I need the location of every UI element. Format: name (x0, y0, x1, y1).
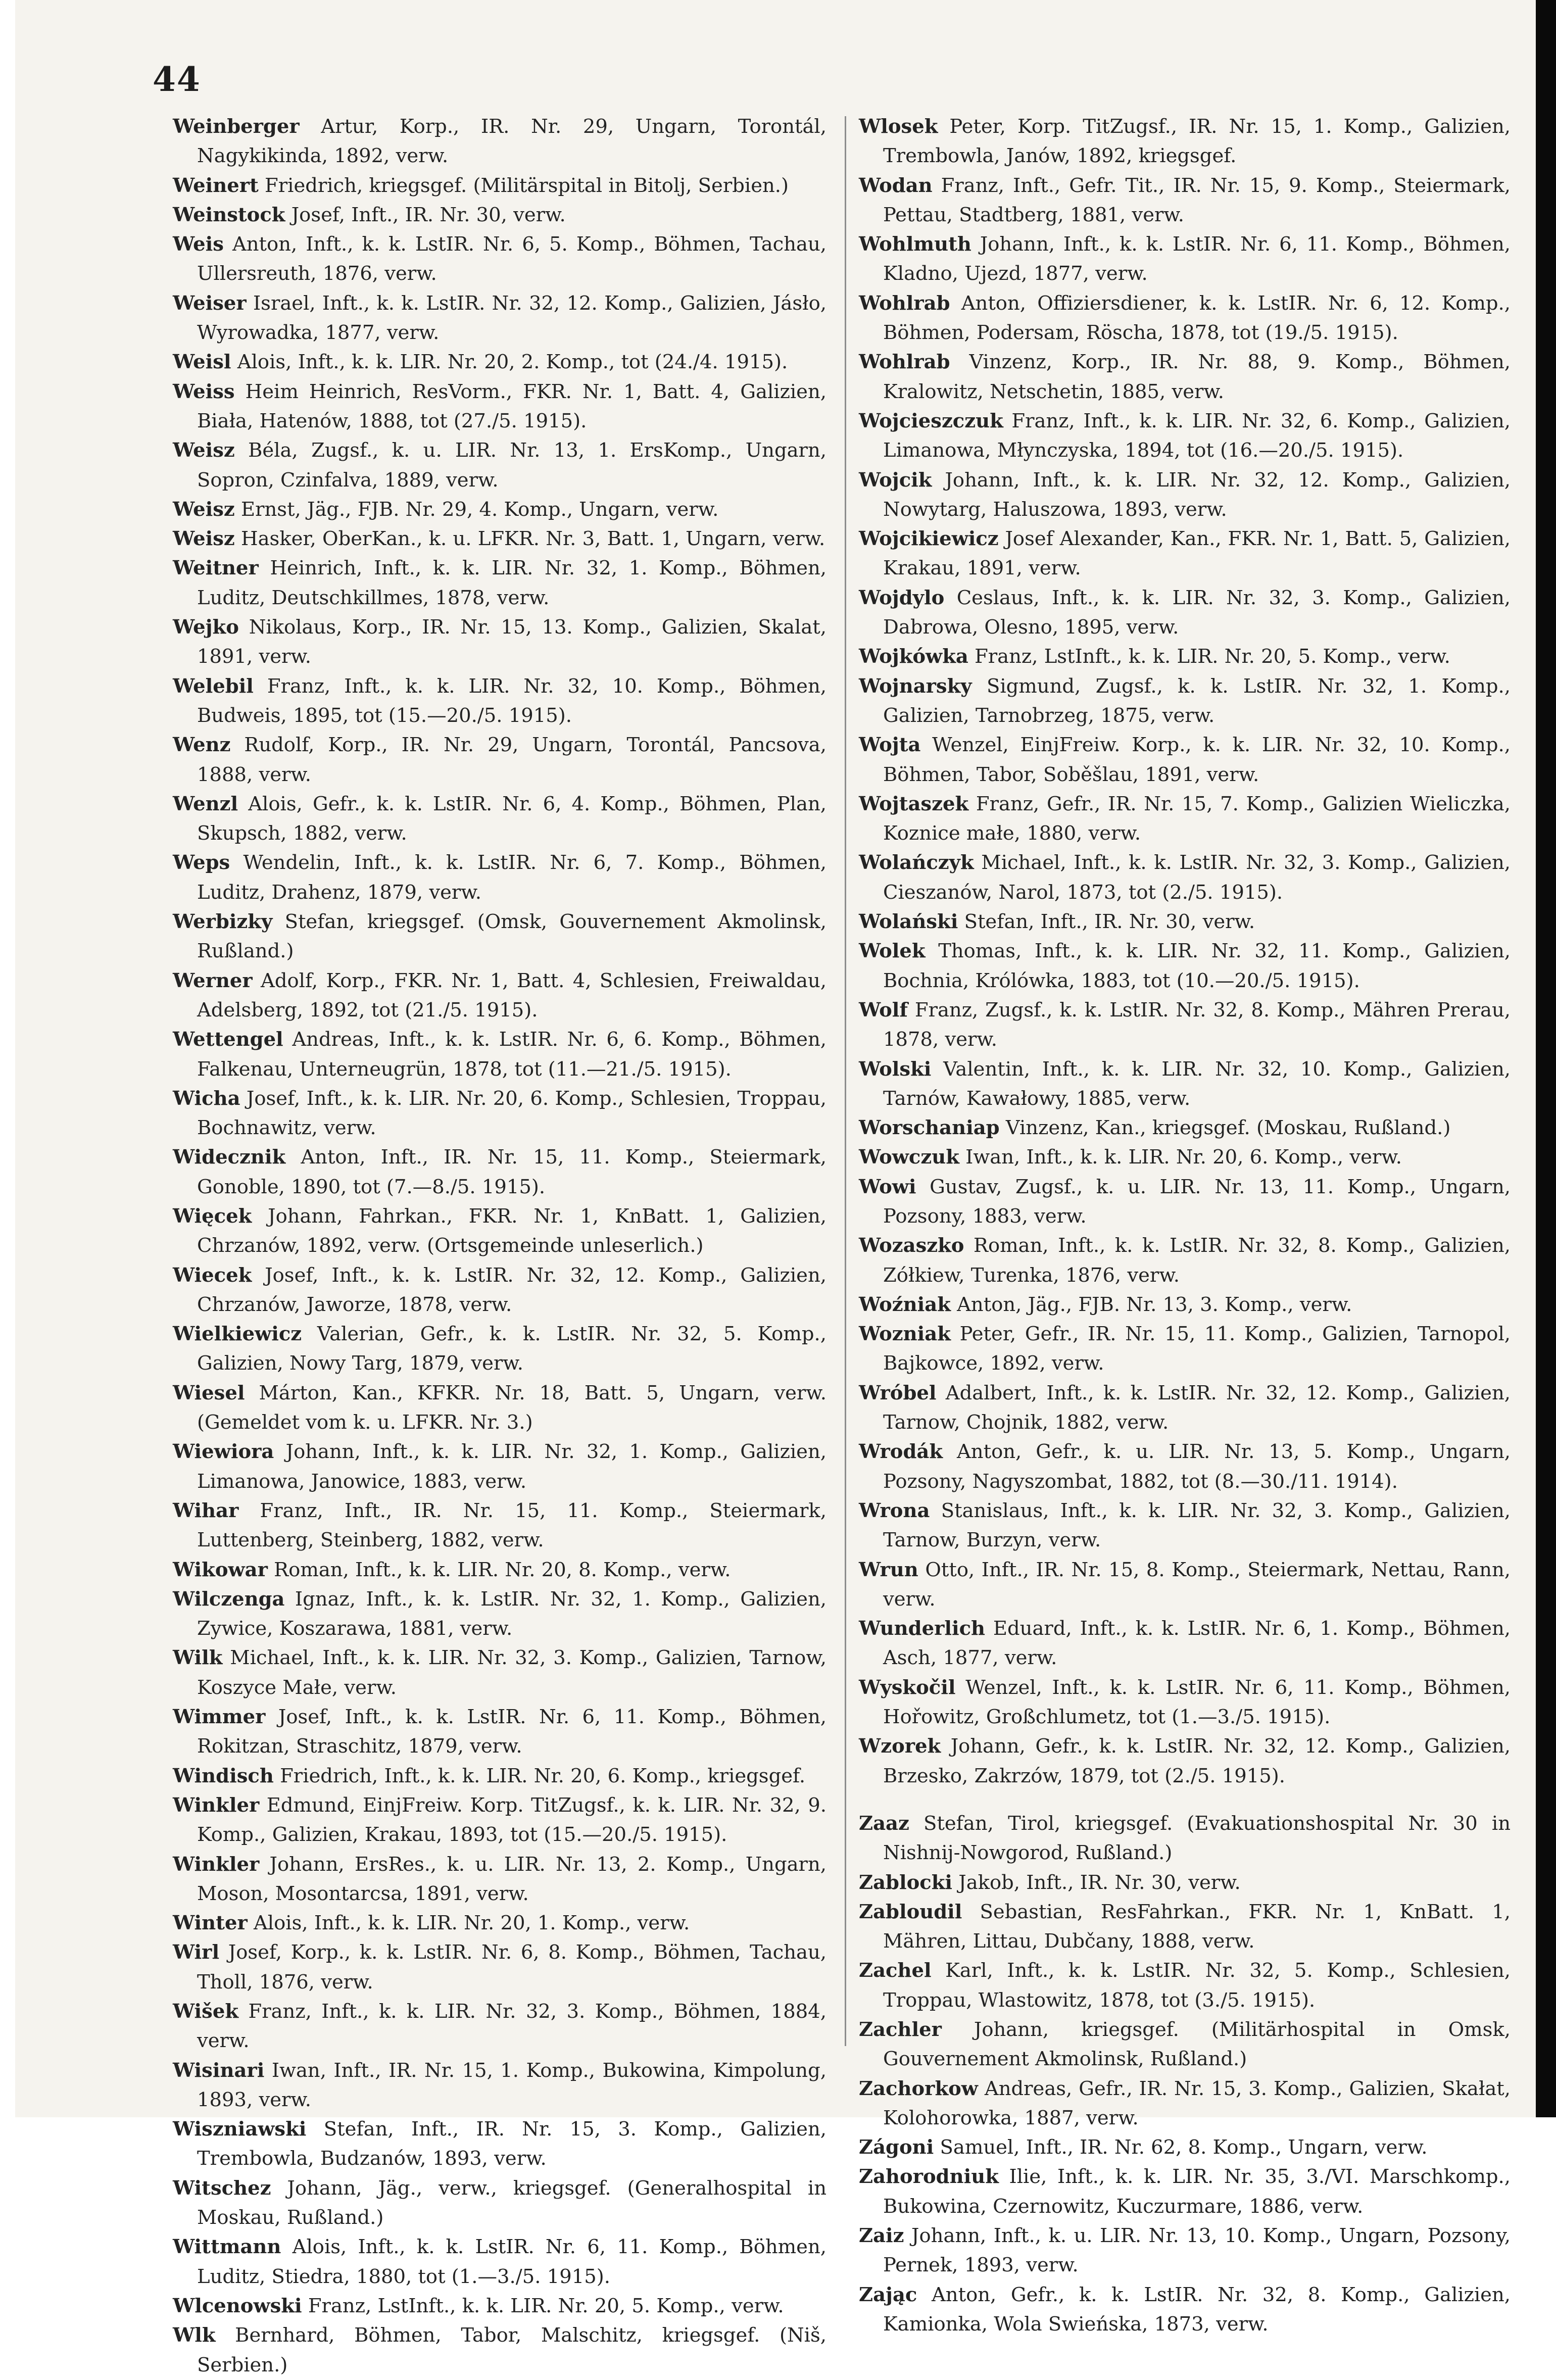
entry-details: Anton, Inft., k. k. LstIR. Nr. 6, 5. Komp., Böhmen, Tachau, Ullersreuth, 1876, verw. (197, 233, 826, 285)
entry-surname: Zachler (859, 2018, 942, 2041)
entry-details: Edmund, EinjFreiw. Korp. TitZugsf., k. k. LIR. Nr. 32, 9. Komp., Galizien, Krakau, 1893, tot (15.—20./5. 1915). (197, 1793, 826, 1847)
register-entry (859, 1556, 1511, 1615)
entry-details: Valerian, Gefr., k. k. LstIR. Nr. 32, 5. Komp., Galizien, Nowy Targ, 1879, verw. (197, 1323, 826, 1375)
entry-surname: Wojcieszczuk (859, 409, 1003, 432)
entry-details: Michael, Inft., k. k. LIR. Nr. 32, 3. Komp., Galizien, Tarnow, Koszyce Małe, verw. (197, 1646, 826, 1699)
entry-details: Stefan, kriegsgef. (Omsk, Gouvernement Akmolinsk, Rußland.) (197, 910, 826, 963)
register-entry (173, 171, 826, 201)
entry-details: Josef, Inft., k. k. LstIR. Nr. 6, 11. Komp., Böhmen, Rokitzan, Straschitz, 1879, verw. (197, 1706, 826, 1758)
entry-details: Franz, Gefr., IR. Nr. 15, 7. Komp., Galizien Wieliczka, Koznice małe, 1880, verw. (883, 792, 1511, 845)
entry-surname: Wowczuk (859, 1146, 959, 1169)
register-entry (859, 1290, 1511, 1320)
entry-details: Artur, Korp., IR. Nr. 29, Ungarn, Torontál, Nagykikinda, 1892, verw. (197, 115, 826, 168)
entry-surname: Zachorkow (859, 2077, 978, 2100)
register-entry (859, 524, 1511, 584)
register-entry (173, 966, 826, 1026)
register-entry (173, 112, 826, 171)
register-entry (859, 1868, 1511, 1898)
entry-surname: Weitner (173, 557, 259, 580)
entry-surname: Werner (173, 969, 253, 992)
entry-details: Johann, Jäg., verw., kriegsgef. (Generalhospital in Moskau, Rußland.) (197, 2176, 826, 2229)
entry-details: Wenzel, EinjFreiw. Korp., k. k. LIR. Nr. 32, 10. Komp., Böhmen, Tabor, Soběšlau, 1891, verw. (883, 734, 1511, 786)
register-entry (173, 436, 826, 495)
entry-surname: Wolf (859, 998, 908, 1022)
entry-surname: Windisch (173, 1764, 274, 1787)
entry-surname: Wohlmuth (859, 233, 971, 256)
entry-surname: Wzorek (859, 1735, 941, 1758)
entry-details: Stefan, Tirol, kriegsgef. (Evakuationshospital Nr. 30 in Nishnij-Nowgorod, Rußland.) (883, 1812, 1511, 1865)
entry-details: Anton, Offiziersdiener, k. k. LstIR. Nr. 6, 12. Komp., Böhmen, Podersam, Röscha, 1878, tot (19./5. 1915). (883, 292, 1511, 345)
entry-surname: Wielkiewicz (173, 1323, 302, 1346)
register-entry (173, 348, 826, 377)
register-entry (859, 2015, 1511, 2074)
entry-details: Samuel, Inft., IR. Nr. 62, 8. Komp., Ungarn, verw. (934, 2136, 1428, 2159)
entry-surname: Wojdylo (859, 586, 945, 609)
entry-details: Peter, Gefr., IR. Nr. 15, 11. Komp., Galizien, Tarnopol, Bajkowce, 1892, verw. (883, 1323, 1511, 1375)
entry-surname: Wilczenga (173, 1587, 285, 1611)
entry-surname: Zaaz (859, 1812, 909, 1835)
entry-details: Rudolf, Korp., IR. Nr. 29, Ungarn, Torontál, Pancsova, 1888, verw. (197, 734, 826, 786)
entry-details: Josef, Inft., IR. Nr. 30, verw. (285, 203, 566, 226)
entry-surname: Wisinari (173, 2059, 265, 2082)
register-entry (173, 2292, 826, 2321)
entry-details: Stefan, Inft., IR. Nr. 15, 3. Komp., Galizien, Trembowla, Budzanów, 1893, verw. (197, 2118, 826, 2170)
register-entry (173, 1556, 826, 1585)
entry-surname: Zahorodniuk (859, 2165, 999, 2189)
entry-details: Anton, Gefr., k. u. LIR. Nr. 13, 5. Komp., Ungarn, Pozsony, Nagyszombat, 1882, tot (8.—30./11. 1914). (883, 1440, 1511, 1493)
entry-details: Josef, Inft., k. k. LstIR. Nr. 32, 12. Komp., Galizien, Chrzanów, Jaworze, 1878, verw. (197, 1264, 826, 1316)
entry-surname: Wettengel (173, 1028, 283, 1051)
entry-surname: Wittmann (173, 2236, 281, 2259)
register-entry (173, 1791, 826, 1850)
entry-surname: Weiss (173, 380, 235, 403)
entry-surname: Weiser (173, 292, 247, 315)
entry-surname: Weisl (173, 351, 231, 374)
entry-surname: Zabloudil (859, 1900, 962, 1923)
register-entry (173, 907, 826, 966)
register-entry (859, 348, 1511, 407)
entry-details: Alois, Inft., k. k. LstIR. Nr. 6, 11. Komp., Böhmen, Luditz, Stiedra, 1880, tot (1.—3./5. 1915). (197, 2236, 826, 2288)
register-entry (173, 672, 826, 731)
entry-details: Ernst, Jäg., FJB. Nr. 29, 4. Komp., Ungarn, verw. (234, 498, 719, 521)
register-entry (859, 2221, 1511, 2280)
register-entry (173, 1643, 826, 1703)
entry-details: Heim Heinrich, ResVorm., FKR. Nr. 1, Batt. 4, Galizien, Biała, Hatenów, 1888, tot (27./5. 1915). (197, 380, 826, 432)
entry-surname: Weis (173, 233, 224, 256)
entry-details: Ignaz, Inft., k. k. LstIR. Nr. 32, 1. Komp., Galizien, Zywice, Koszarawa, 1881, verw. (197, 1587, 826, 1640)
entry-details: Franz, Zugsf., k. k. LstIR. Nr. 32, 8. Komp., Mähren Prerau, 1878, verw. (883, 998, 1511, 1051)
entry-details: Anton, Gefr., k. k. LstIR. Nr. 32, 8. Komp., Galizien, Kamionka, Wola Swieńska, 1873, verw. (883, 2283, 1511, 2336)
entry-details: Béla, Zugsf., k. u. LIR. Nr. 13, 1. ErsKomp., Ungarn, Sopron, Czinfalva, 1889, verw. (197, 439, 826, 492)
entry-surname: Weinert (173, 174, 259, 197)
entry-details: Heinrich, Inft., k. k. LIR. Nr. 32, 1. Komp., Böhmen, Luditz, Deutschkillmes, 1878, verw. (197, 557, 826, 609)
entry-details: Ilie, Inft., k. k. LIR. Nr. 35, 3./VI. Marschkomp., Bukowina, Czernowitz, Kuczurmare, 1886, verw. (883, 2165, 1511, 2218)
entry-surname: Weinstock (173, 203, 285, 226)
entry-surname: Wolek (859, 940, 926, 963)
entry-surname: Wojcikiewicz (859, 527, 999, 551)
register-entry (173, 1938, 826, 1997)
entry-details: Iwan, Inft., k. k. LIR. Nr. 20, 6. Komp., verw. (959, 1146, 1402, 1169)
register-entry (859, 1956, 1511, 2015)
register-entry (859, 996, 1511, 1055)
entry-details: Anton, Inft., IR. Nr. 15, 11. Komp., Steiermark, Gonoble, 1890, tot (7.—8./5. 1915). (197, 1146, 826, 1198)
entry-surname: Wenzl (173, 792, 238, 815)
left-column (173, 112, 826, 2380)
register-entry (859, 790, 1511, 849)
register-entry (859, 289, 1511, 348)
entry-surname: Wojta (859, 734, 921, 757)
register-entry (859, 1379, 1511, 1438)
entry-surname: Zágoni (859, 2136, 934, 2159)
entry-details: Anton, Jäg., FJB. Nr. 13, 3. Komp., verw. (950, 1293, 1352, 1316)
entry-details: Franz, Inft., k. k. LIR. Nr. 32, 10. Komp., Böhmen, Budweis, 1895, tot (15.—20./5. 1915). (197, 674, 826, 727)
entry-details: Adalbert, Inft., k. k. LstIR. Nr. 32, 12. Komp., Galizien, Tarnow, Chojnik, 1882, verw. (883, 1381, 1511, 1434)
register-entry (859, 907, 1511, 937)
entry-details: Franz, Inft., k. k. LIR. Nr. 32, 6. Komp., Galizien, Limanowa, Młynczyska, 1894, tot (16.—20./5. 1915). (883, 409, 1511, 462)
entry-details: Peter, Korp. TitZugsf., IR. Nr. 15, 1. Komp., Galizien, Trembowla, Janów, 1892, kriegsgef. (883, 115, 1511, 168)
register-entry (859, 1673, 1511, 1732)
entry-details: Andreas, Gefr., IR. Nr. 15, 3. Komp., Galizien, Skałat, Kolohorowka, 1887, verw. (883, 2077, 1511, 2129)
entry-surname: Winkler (173, 1853, 260, 1876)
entry-details: Michael, Inft., k. k. LstIR. Nr. 32, 3. Komp., Galizien, Cieszanów, Narol, 1873, tot (2./5. 1915). (883, 851, 1511, 904)
register-entry (859, 2074, 1511, 2133)
entry-surname: Wojcik (859, 468, 932, 492)
register-entry (859, 2133, 1511, 2162)
register-entry (173, 2115, 826, 2174)
entry-surname: Zając (859, 2283, 917, 2306)
register-entry (173, 377, 826, 436)
entry-details: Josef Alexander, Kan., FKR. Nr. 1, Batt. 5, Galizien, Krakau, 1891, verw. (883, 527, 1511, 580)
entry-surname: Wimmer (173, 1706, 266, 1729)
entry-surname: Wihar (173, 1499, 239, 1522)
entry-surname: Wiszniawski (173, 2118, 307, 2141)
register-entry (173, 1909, 826, 1938)
register-entry (859, 1437, 1511, 1496)
register-entry (173, 554, 826, 613)
entry-details: Josef, Korp., k. k. LstIR. Nr. 6, 8. Komp., Böhmen, Tachau, Tholl, 1876, verw. (197, 1941, 826, 1994)
right-column (859, 112, 1511, 2339)
entry-details: Johann, Inft., k. k. LIR. Nr. 32, 12. Komp., Galizien, Nowytarg, Haluszowa, 1893, verw. (883, 468, 1511, 521)
register-entry (173, 1703, 826, 1762)
entry-details: Stefan, Inft., IR. Nr. 30, verw. (958, 910, 1255, 934)
register-entry (173, 1320, 826, 1379)
scan-edge (1536, 0, 1556, 2117)
entry-surname: Wišek (173, 2000, 239, 2023)
register-entry (173, 1379, 826, 1438)
register-entry (173, 2321, 826, 2380)
entry-surname: Wojtaszek (859, 792, 969, 815)
entry-surname: Wrodák (859, 1440, 943, 1464)
entry-details: Johann, Inft., k. k. LIR. Nr. 32, 1. Komp., Galizien, Limanowa, Janowice, 1883, verw. (197, 1440, 826, 1493)
register-entry (173, 613, 826, 672)
entry-surname: Wrona (859, 1499, 930, 1522)
register-entry (173, 731, 826, 790)
entry-details: Alois, Inft., k. k. LIR. Nr. 20, 2. Komp., tot (24./4. 1915). (231, 351, 788, 374)
entry-details: Otto, Inft., IR. Nr. 15, 8. Komp., Steiermark, Nettau, Rann, verw. (883, 1558, 1511, 1611)
register-entry (859, 1113, 1511, 1143)
entry-details: Wendelin, Inft., k. k. LstIR. Nr. 6, 7. Komp., Böhmen, Luditz, Drahenz, 1879, verw. (197, 851, 826, 904)
entry-surname: Wenz (173, 734, 231, 757)
register-entry (859, 937, 1511, 996)
entry-details: Josef, Inft., k. k. LIR. Nr. 20, 6. Komp., Schlesien, Troppau, Bochnawitz, verw. (197, 1087, 826, 1140)
entry-surname: Wozniak (859, 1323, 951, 1346)
entry-details: Iwan, Inft., IR. Nr. 15, 1. Komp., Bukowina, Kimpolung, 1893, verw. (197, 2059, 826, 2111)
register-entry (859, 1898, 1511, 1957)
register-entry (859, 230, 1511, 289)
entry-surname: Woźniak (859, 1293, 951, 1316)
register-entry (173, 2056, 826, 2115)
register-entry (859, 1143, 1511, 1172)
register-entry (173, 230, 826, 289)
entry-details: Thomas, Inft., k. k. LIR. Nr. 32, 11. Komp., Galizien, Bochnia, Królówka, 1883, tot (10.—20./5. 1915). (883, 940, 1511, 992)
entry-surname: Wodan (859, 174, 933, 197)
entry-surname: Wohlrab (859, 292, 950, 315)
entry-details: Sigmund, Zugsf., k. k. LstIR. Nr. 32, 1. Komp., Galizien, Tarnobrzeg, 1875, verw. (883, 674, 1511, 727)
entry-surname: Widecznik (173, 1146, 286, 1169)
entry-details: Vinzenz, Korp., IR. Nr. 88, 9. Komp., Böhmen, Kralowitz, Netschetin, 1885, verw. (883, 351, 1511, 403)
register-entry (859, 112, 1511, 171)
entry-surname: Wiesel (173, 1381, 245, 1404)
entry-surname: Wolańczyk (859, 851, 974, 875)
register-entry (173, 1202, 826, 1261)
entry-surname: Wicha (173, 1087, 240, 1110)
entry-surname: Weps (173, 851, 230, 875)
entry-details: Bernhard, Böhmen, Tabor, Malschitz, kriegsgef. (Niš, Serbien.) (197, 2324, 826, 2376)
entry-details: Johann, ErsRes., k. u. LIR. Nr. 13, 2. Komp., Ungarn, Moson, Mosontarcsa, 1891, verw. (197, 1853, 826, 1905)
entry-details: Franz, Inft., Gefr. Tit., IR. Nr. 15, 9. Komp., Steiermark, Pettau, Stadtberg, 1881, verw. (883, 174, 1511, 226)
entry-surname: Weinberger (173, 115, 300, 138)
entry-surname: Wlk (173, 2324, 216, 2347)
entry-surname: Wróbel (859, 1381, 937, 1404)
entry-details: Roman, Inft., k. k. LIR. Nr. 20, 8. Komp., verw. (267, 1558, 731, 1581)
entry-details: Friedrich, Inft., k. k. LIR. Nr. 20, 6. Komp., kriegsgef. (273, 1764, 806, 1787)
entry-surname: Wolański (859, 910, 958, 934)
register-entry (859, 731, 1511, 790)
entry-surname: Worschaniap (859, 1116, 1000, 1140)
entry-surname: Wiewiora (173, 1440, 274, 1464)
register-entry (859, 1809, 1511, 1868)
entry-surname: Wunderlich (859, 1617, 986, 1640)
entry-surname: Zaiz (859, 2224, 904, 2248)
register-entry (173, 1496, 826, 1556)
register-entry (859, 1732, 1511, 1791)
entry-details: Johann, Gefr., k. k. LstIR. Nr. 32, 12. Komp., Galizien, Brzesko, Zakrzów, 1879, tot (2./5. 1915). (883, 1735, 1511, 1787)
entry-details: Hasker, OberKan., k. u. LFKR. Nr. 3, Batt. 1, Ungarn, verw. (234, 527, 825, 551)
register-entry (173, 1997, 826, 2056)
register-entry (859, 672, 1511, 731)
column-divider (845, 116, 846, 2046)
register-entry (173, 524, 826, 554)
entry-details: Adolf, Korp., FKR. Nr. 1, Batt. 4, Schlesien, Freiwaldau, Adelsberg, 1892, tot (21./5. 1915). (197, 969, 826, 1022)
entry-surname: Wohlrab (859, 351, 950, 374)
register-entry (859, 848, 1511, 907)
entry-surname: Wejko (173, 616, 239, 639)
entry-details: Vinzenz, Kan., kriegsgef. (Moskau, Rußland.) (999, 1116, 1451, 1140)
register-entry (173, 1084, 826, 1143)
entry-surname: Wilk (173, 1646, 223, 1670)
entry-details: Johann, Fahrkan., FKR. Nr. 1, KnBatt. 1, Galizien, Chrzanów, 1892, verw. (Ortsgemeinde unleserlich.) (197, 1204, 826, 1257)
register-entry (173, 201, 826, 230)
entry-details: Andreas, Inft., k. k. LstIR. Nr. 6, 6. Komp., Böhmen, Falkenau, Unterneugrün, 1878, tot (11.—21./5. 1915). (197, 1028, 826, 1081)
entry-surname: Winter (173, 1912, 248, 1935)
entry-details: Nikolaus, Korp., IR. Nr. 15, 13. Komp., Galizien, Skalat, 1891, verw. (197, 616, 826, 668)
register-entry (859, 584, 1511, 643)
register-entry (859, 1320, 1511, 1379)
register-entry (859, 407, 1511, 466)
register-entry (173, 495, 826, 524)
entry-surname: Wozaszko (859, 1234, 964, 1257)
entry-surname: Weisz (173, 527, 235, 551)
entry-surname: Witschez (173, 2176, 271, 2200)
entry-surname: Werbizky (173, 910, 273, 934)
entry-surname: Wlosek (859, 115, 938, 138)
register-entry (173, 289, 826, 348)
entry-details: Stanislaus, Inft., k. k. LIR. Nr. 32, 3. Komp., Galizien, Tarnow, Burzyn, verw. (883, 1499, 1511, 1552)
register-entry (859, 1496, 1511, 1556)
register-entry (173, 1850, 826, 1909)
entry-details: Franz, Inft., IR. Nr. 15, 11. Komp., Steiermark, Luttenberg, Steinberg, 1882, verw. (197, 1499, 826, 1552)
entry-surname: Weisz (173, 439, 235, 462)
entry-details: Johann, Inft., k. k. LstIR. Nr. 6, 11. Komp., Böhmen, Kladno, Ujezd, 1877, verw. (883, 233, 1511, 285)
register-entry (173, 1437, 826, 1496)
entry-surname: Wyskočil (859, 1676, 956, 1699)
entry-surname: Zachel (859, 1959, 932, 1982)
register-entry (173, 1143, 826, 1202)
entry-surname: Wolski (859, 1057, 932, 1081)
entry-surname: Więcek (173, 1204, 252, 1228)
entry-details: Friedrich, kriegsgef. (Militärspital in Bitolj, Serbien.) (258, 174, 789, 197)
register-entry (859, 642, 1511, 671)
entry-details: Sebastian, ResFahrkan., FKR. Nr. 1, KnBatt. 1, Mähren, Littau, Dubčany, 1888, verw. (883, 1900, 1511, 1953)
register-entry (173, 790, 826, 849)
entry-surname: Wowi (859, 1175, 916, 1198)
page-number: 44 (153, 60, 201, 99)
entry-surname: Wlcenowski (173, 2294, 302, 2317)
entry-surname: Wrun (859, 1558, 918, 1581)
register-entry (859, 466, 1511, 525)
entry-details: Gustav, Zugsf., k. u. LIR. Nr. 13, 11. Komp., Ungarn, Pozsony, 1883, verw. (883, 1175, 1511, 1228)
entry-details: Israel, Inft., k. k. LstIR. Nr. 32, 12. Komp., Galizien, Jásło, Wyrowadka, 1877, verw. (197, 292, 826, 345)
entry-details: Jakob, Inft., IR. Nr. 30, verw. (952, 1871, 1241, 1894)
entry-details: Wenzel, Inft., k. k. LstIR. Nr. 6, 11. Komp., Böhmen, Hořowitz, Großchlumetz, tot (1.—3./5. 1915). (883, 1676, 1511, 1729)
entry-details: Roman, Inft., k. k. LstIR. Nr. 32, 8. Komp., Galizien, Zółkiew, Turenka, 1876, verw. (883, 1234, 1511, 1287)
entry-surname: Winkler (173, 1793, 260, 1817)
entry-details: Alois, Inft., k. k. LIR. Nr. 20, 1. Komp., verw. (247, 1912, 690, 1935)
entry-surname: Wojkówka (859, 645, 968, 668)
entry-details: Karl, Inft., k. k. LstIR. Nr. 32, 5. Komp., Schlesien, Troppau, Wlastowitz, 1878, tot (3./5. 1915). (883, 1959, 1511, 2012)
entry-surname: Wikowar (173, 1558, 268, 1581)
register-entry (173, 1585, 826, 1644)
entry-surname: Welebil (173, 674, 254, 698)
register-entry (859, 1055, 1511, 1114)
entry-details: Johann, Inft., k. u. LIR. Nr. 13, 10. Komp., Ungarn, Pozsony, Pernek, 1893, verw. (883, 2224, 1511, 2277)
register-entry (173, 2174, 826, 2233)
entry-details: Valentin, Inft., k. k. LIR. Nr. 32, 10. Komp., Galizien, Tarnów, Kawałowy, 1885, verw. (883, 1057, 1511, 1110)
entry-surname: Zablocki (859, 1871, 953, 1894)
entry-surname: Weisz (173, 498, 235, 521)
register-entry (859, 171, 1511, 230)
register-entry (859, 2162, 1511, 2221)
entry-details: Franz, LstInft., k. k. LIR. Nr. 20, 5. Komp., verw. (968, 645, 1450, 668)
register-entry (173, 1025, 826, 1084)
register-entry (859, 2280, 1511, 2340)
entry-details: Márton, Kan., KFKR. Nr. 18, Batt. 5, Ungarn, verw. (Gemeldet vom k. u. LFKR. Nr. 3.) (197, 1381, 826, 1434)
register-entry (173, 1261, 826, 1320)
entry-details: Johann, kriegsgef. (Militärhospital in Omsk, Gouvernement Akmolinsk, Rußland.) (883, 2018, 1511, 2071)
entry-surname: Wiecek (173, 1264, 252, 1287)
register-entry (173, 1762, 826, 1791)
register-entry (173, 848, 826, 907)
register-entry (859, 1173, 1511, 1232)
entry-details: Eduard, Inft., k. k. LstIR. Nr. 6, 1. Komp., Böhmen, Asch, 1877, verw. (883, 1617, 1511, 1670)
register-entry (173, 2232, 826, 2292)
entry-details: Franz, Inft., k. k. LIR. Nr. 32, 3. Komp., Böhmen, 1884, verw. (197, 2000, 826, 2053)
entry-surname: Wirl (173, 1941, 220, 1964)
register-entry (859, 1614, 1511, 1673)
entry-details: Franz, LstInft., k. k. LIR. Nr. 20, 5. Komp., verw. (302, 2294, 784, 2317)
entry-details: Ceslaus, Inft., k. k. LIR. Nr. 32, 3. Komp., Galizien, Dabrowa, Olesno, 1895, verw. (883, 586, 1511, 639)
register-entry (859, 1231, 1511, 1290)
entry-details: Alois, Gefr., k. k. LstIR. Nr. 6, 4. Komp., Böhmen, Plan, Skupsch, 1882, verw. (197, 792, 826, 845)
entry-surname: Wojnarsky (859, 674, 972, 698)
